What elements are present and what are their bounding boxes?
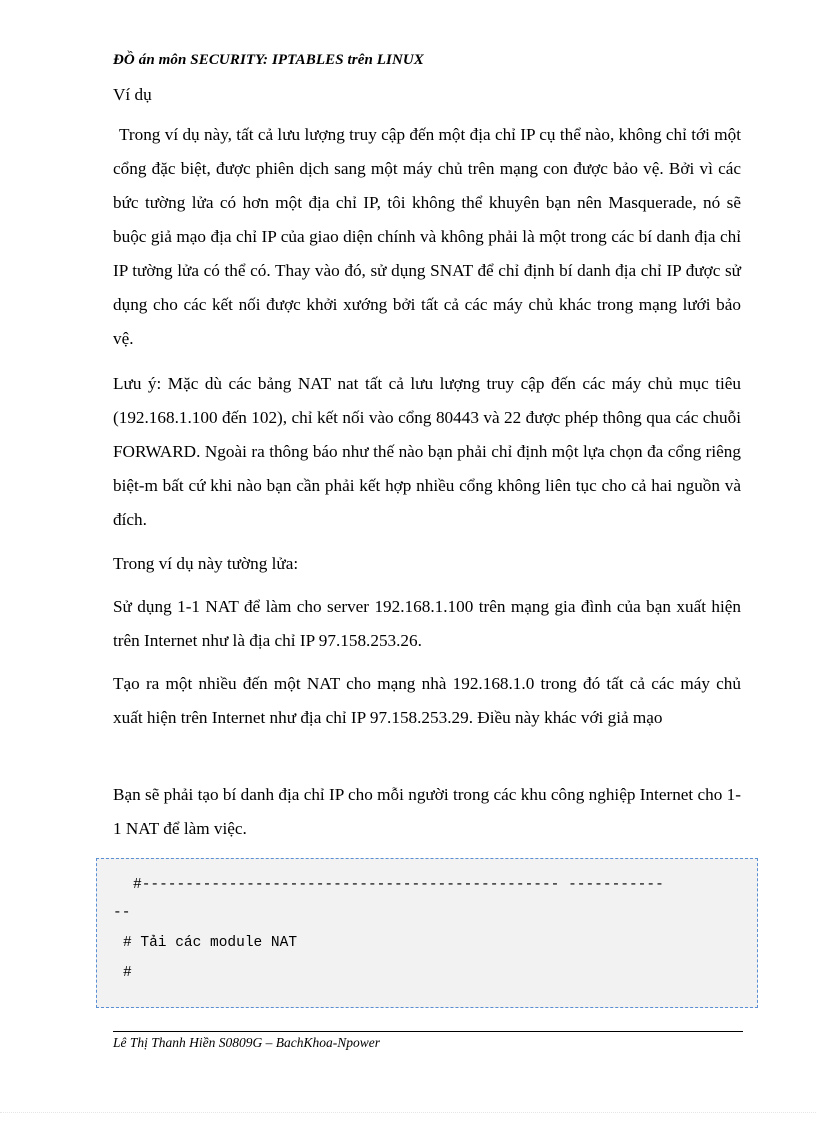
paragraph-many-to-one-nat: Tạo ra một nhiều đến một NAT cho mạng nhà 192.168.1.0 trong đó tất cả các máy chủ xuất hiện trên Internet như địa chỉ IP 97.158.253.29. Điều này khác với giả mạo — [113, 674, 741, 727]
code-line: # — [123, 965, 132, 981]
code-block — [96, 858, 758, 1008]
paragraph-note: Lưu ý: Mặc dù các bảng NAT nat tất cả lưu lượng truy cập đến các máy chủ mục tiêu (192.168.1.100 đến 102), chỉ kết nối vào cổng 80443 và 22 được phép thông qua các chuỗi FORWARD. Ngoài ra thông báo như thế nào bạn phải chỉ định một lựa chọn đa cổng riêng biệt-m bất cứ khi nào bạn cần phải kết hợp nhiều cổng không liên tục cho cả hai nguồn và đích. — [113, 374, 741, 529]
paragraph-intro: Trong ví dụ này, tất cả lưu lượng truy cập đến một địa chỉ IP cụ thể nào, không chỉ tới một cổng đặc biệt, được phiên dịch sang một máy chủ trên mạng con được bảo vệ. Bởi vì các bức tường lửa có hơn một địa chỉ IP, tôi không thể khuyên bạn nên Masquerade, nó sẽ buộc giả mạo địa chỉ IP của giao diện chính và không phải là một trong các bí danh địa chỉ IP tường lửa có thể có. Thay vào đó, sử dụng SNAT để chỉ định bí danh địa chỉ IP được sử dụng cho các kết nối được khởi xướng bởi tất cả các máy chủ khác trong mạng lưới bảo vệ. — [113, 125, 741, 348]
code-line: # Tải các module NAT — [123, 935, 298, 951]
page-bottom-border — [0, 1112, 816, 1113]
paragraph-firewall-example: Trong ví dụ này tường lửa: — [113, 554, 299, 573]
code-line: #------------------------------------------------ ----------- — [133, 877, 664, 893]
paragraph-ip-alias: Bạn sẽ phải tạo bí danh địa chỉ IP cho mỗi người trong các khu công nghiệp Internet cho 1-1 NAT để làm việc. — [113, 785, 741, 838]
footer-divider — [113, 1031, 743, 1032]
section-title: Ví dụ — [113, 85, 152, 104]
paragraph-one-to-one-nat: Sử dụng 1-1 NAT để làm cho server 192.168.1.100 trên mạng gia đình của bạn xuất hiện trên Internet như là địa chỉ IP 97.158.253.26. — [113, 597, 741, 650]
code-line: -- — [113, 905, 131, 921]
document-header: ĐỒ án môn SECURITY: IPTABLES trên LINUX — [113, 52, 424, 68]
document-footer: Lê Thị Thanh Hiền S0809G – BachKhoa-Npower — [113, 1035, 381, 1050]
